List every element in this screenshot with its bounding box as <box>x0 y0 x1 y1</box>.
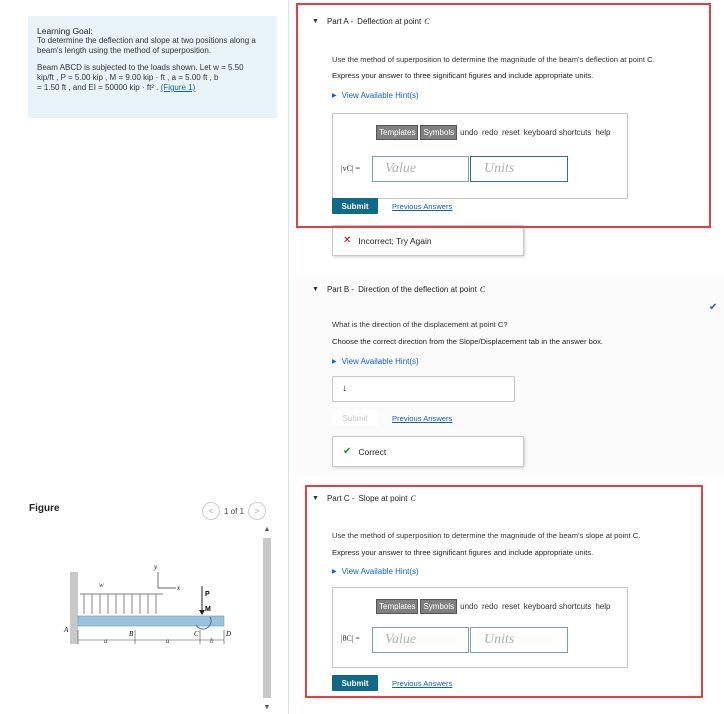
part-a-feedback-text: Incorrect; Try Again <box>358 235 432 246</box>
label-C: C <box>194 630 199 638</box>
part-b-feedback <box>332 436 524 467</box>
part-a-hint-toggle[interactable] <box>332 91 419 100</box>
part-b-header[interactable] <box>312 285 485 294</box>
part-a-prefix: Part A - <box>326 17 354 26</box>
fixed-wall-support <box>70 572 78 644</box>
slope-variable-label: |θC| = <box>341 634 360 643</box>
part-b-question: What is the direction of the displacement at point C? <box>332 320 508 329</box>
beam-figure <box>28 524 260 714</box>
scroll-down-icon[interactable]: ▼ <box>263 704 271 711</box>
part-b-answer-box[interactable]: ↓ <box>332 376 515 402</box>
figure-next-button[interactable]: > <box>248 502 266 520</box>
expand-triangle-icon: ▶ <box>332 93 337 99</box>
part-c-answer-box <box>332 587 628 668</box>
part-a-hint-label: View Available Hint(s) <box>341 91 419 100</box>
label-a-1: a <box>104 637 108 645</box>
part-c-hint-label: View Available Hint(s) <box>341 567 419 576</box>
redo-button[interactable]: redo <box>481 128 498 137</box>
beam-description-line-2: kip/ft , P = 5.00 kip , M = 9.00 kip · ft , a = 5.00 ft , b <box>37 73 219 82</box>
part-c-previous-answers-link[interactable]: Previous Answers <box>392 679 453 688</box>
expand-triangle-icon: ▶ <box>332 359 337 365</box>
figure-scrollbar[interactable] <box>262 526 272 714</box>
label-B: B <box>129 630 134 638</box>
undo-button[interactable]: undo <box>460 128 478 137</box>
collapse-triangle-icon[interactable]: ▼ <box>312 18 319 25</box>
templates-button[interactable]: Templates <box>376 599 418 614</box>
column-divider <box>288 0 289 714</box>
collapse-triangle-icon[interactable]: ▼ <box>312 495 319 502</box>
part-a-value-input[interactable]: Value <box>372 156 469 182</box>
part-a-math-toolbar <box>376 125 611 140</box>
part-b-hint-toggle[interactable] <box>332 357 419 366</box>
learning-goal-text: To determine the deflection and slope at two positions along a beam's length using the method of superposition. <box>37 36 256 55</box>
distributed-load <box>80 594 163 614</box>
part-a-previous-answers-link[interactable]: Previous Answers <box>392 202 453 211</box>
symbols-button[interactable]: Symbols <box>420 599 457 614</box>
label-P: P <box>205 591 210 598</box>
help-button[interactable]: help <box>595 602 611 611</box>
label-w: w <box>99 581 104 589</box>
part-c-submit-button[interactable]: Submit <box>332 675 378 691</box>
scroll-thumb[interactable] <box>263 538 271 698</box>
part-c-header[interactable] <box>312 494 416 503</box>
beam-description-line-1: Beam ABCD is subjected to the loads shown. Let w = 5.50 <box>37 63 244 72</box>
figure-link[interactable]: (Figure 1) <box>160 83 196 92</box>
part-b-prefix: Part B - <box>326 285 355 294</box>
part-c-value-input[interactable]: Value <box>372 627 469 653</box>
part-b-hint-label: View Available Hint(s) <box>341 357 419 366</box>
part-c-prefix: Part C - <box>326 494 355 503</box>
part-b-instruction: Choose the correct direction from the Slope/Displacement tab in the answer box. <box>332 337 603 346</box>
part-b-previous-answers-link[interactable]: Previous Answers <box>392 414 453 423</box>
part-a-title-var: C <box>424 17 430 26</box>
collapse-triangle-icon[interactable]: ▼ <box>312 286 319 293</box>
undo-button[interactable]: undo <box>460 602 478 611</box>
part-a <box>312 14 724 274</box>
part-c-math-toolbar <box>376 599 611 614</box>
label-a-2: a <box>166 637 170 645</box>
help-button[interactable]: help <box>595 128 611 137</box>
figure-page-indicator: 1 of 1 <box>224 506 245 516</box>
keyboard-shortcuts-button[interactable]: keyboard shortcuts <box>523 128 592 137</box>
reset-button[interactable]: reset <box>501 602 520 611</box>
part-a-answer-box <box>332 113 628 199</box>
beam-body <box>78 616 224 626</box>
incorrect-x-icon: ✕ <box>343 235 352 246</box>
label-D: D <box>226 630 232 638</box>
part-b-feedback-text: Correct <box>358 446 387 457</box>
label-y: y <box>154 563 158 571</box>
part-c-question: Use the method of superposition to determine the magnitude of the beam's slope at point C. <box>332 531 641 540</box>
part-a-submit-button[interactable]: Submit <box>332 198 378 214</box>
part-b-title-var: C <box>479 285 486 294</box>
scroll-up-icon[interactable]: ▲ <box>263 526 271 533</box>
redo-button[interactable]: redo <box>481 602 498 611</box>
figure-pager <box>202 502 266 520</box>
part-b-title: Direction of the deflection at point <box>358 285 477 294</box>
part-c-instruction: Express your answer to three significant figures and include appropriate units. <box>332 548 594 557</box>
beam-diagram <box>28 524 260 714</box>
part-c-hint-toggle[interactable] <box>332 567 419 576</box>
label-b: b <box>210 637 214 645</box>
dimension-lines <box>78 630 224 644</box>
learning-goal-panel <box>28 16 277 118</box>
beam-description-line-3: = 1.50 ft , and EI = 50000 kip · ft² . (Figure 1) <box>37 83 196 92</box>
beam-description <box>37 63 268 93</box>
part-a-units-input[interactable]: Units <box>470 156 568 182</box>
templates-button[interactable]: Templates <box>376 125 418 140</box>
figure-heading: Figure <box>29 503 60 514</box>
part-b-complete-check-icon: ✔ <box>709 302 718 313</box>
part-c-title-var: C <box>410 494 416 503</box>
part-a-instruction: Express your answer to three significant figures and include appropriate units. <box>332 71 594 80</box>
keyboard-shortcuts-button[interactable]: keyboard shortcuts <box>523 602 592 611</box>
part-a-header[interactable] <box>312 17 430 26</box>
part-c-units-input[interactable]: Units <box>470 627 568 653</box>
learning-goal-title: Learning Goal: <box>37 26 93 36</box>
part-c-title: Slope at point <box>358 494 408 503</box>
symbols-button[interactable]: Symbols <box>420 125 457 140</box>
part-b-submit-button: Submit <box>332 410 378 426</box>
figure-prev-button[interactable]: < <box>202 502 220 520</box>
part-a-feedback <box>332 225 524 256</box>
part-b <box>312 281 724 481</box>
expand-triangle-icon: ▶ <box>332 569 337 575</box>
deflection-variable-label: |vC| = <box>341 164 361 173</box>
label-M: M <box>205 606 211 613</box>
correct-check-icon: ✔ <box>343 446 352 457</box>
part-a-title: Deflection at point <box>357 17 422 26</box>
part-c <box>312 490 724 714</box>
label-x: x <box>177 584 181 592</box>
reset-button[interactable]: reset <box>501 128 520 137</box>
label-A: A <box>64 626 69 634</box>
part-a-question: Use the method of superposition to determine the magnitude of the beam's deflection at point C. <box>332 55 655 64</box>
